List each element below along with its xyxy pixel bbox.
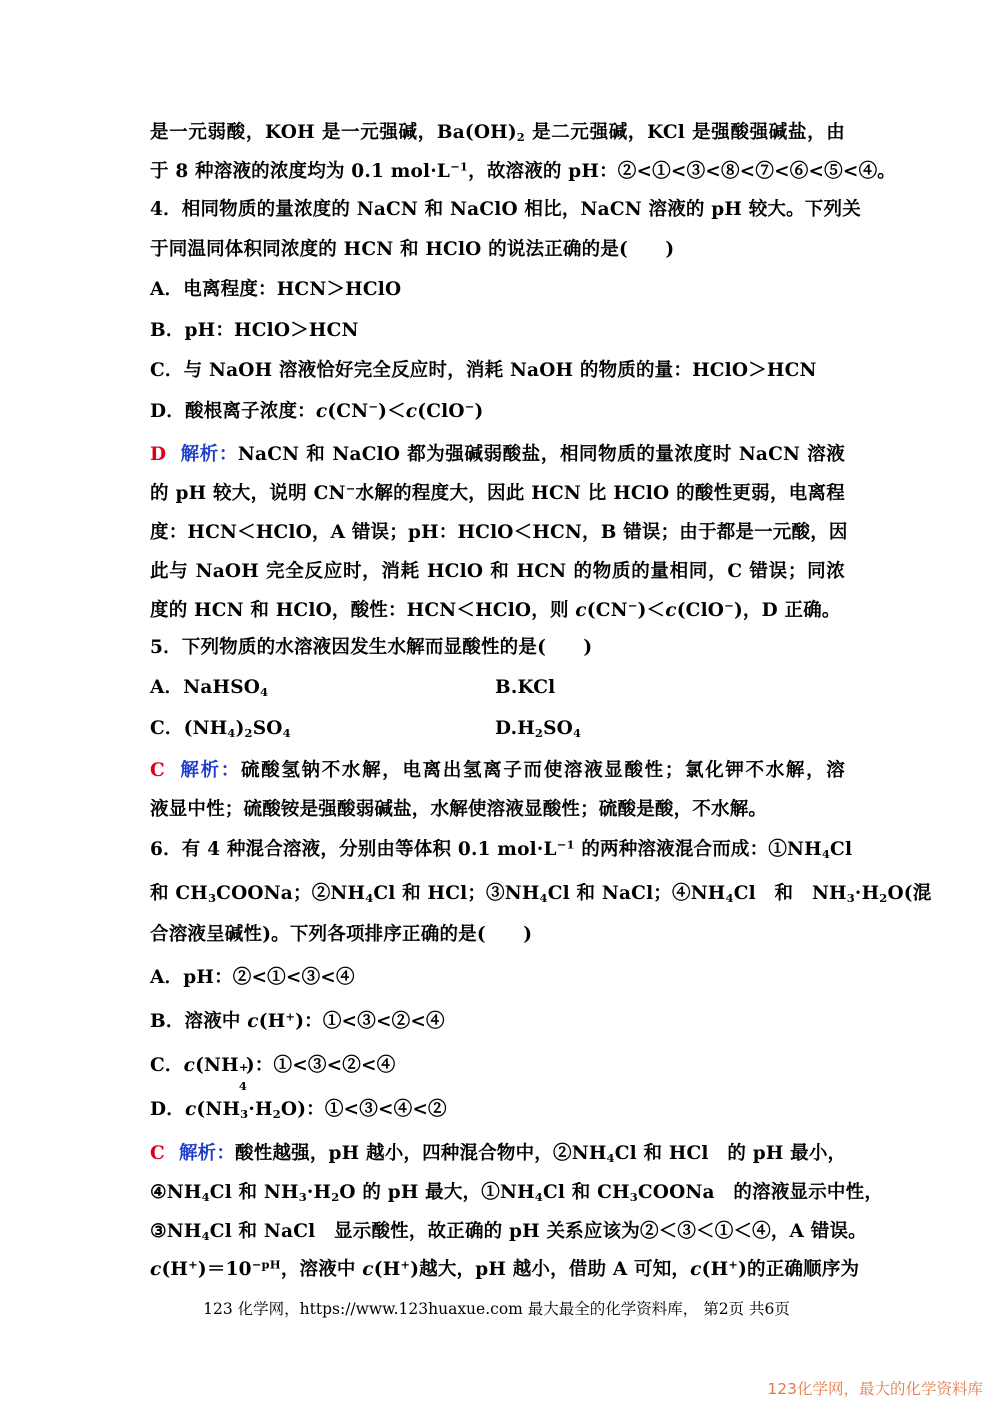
question-4-stem: 4．相同物质的量浓度的 NaCN 和 NaClO 相比，NaCN 溶液的 pH 较大。下列关: [150, 199, 861, 220]
explanation-label: 解析：: [178, 1143, 236, 1164]
text-line: 是一元弱酸，KOH 是一元强碱，$Ba(OH)_2$ 是二元强碱，KCl 是强酸强碱盐，由: [150, 122, 845, 144]
explanation-label: 解析：: [178, 760, 241, 781]
option-c: C．c(NH + 4 )：①<③<②<④: [150, 1055, 396, 1093]
page-footer: 123 化学网，https://www.123huaxue.com 最大最全的化学资料库， 第2页 共6页: [203, 1300, 790, 1318]
text-line: 的 pH 较大，说明 CN−水解的程度大，因此 HCN 比 HClO 的酸性更弱，电离程: [150, 481, 845, 504]
option-row: A．NaHSO$_4$ B.KCl: [150, 677, 556, 699]
text-line: 度：HCN＜HClO，A 错误；pH：HClO＜HCN，B 错误；由于都是一元酸，因: [150, 522, 848, 543]
question-5-stem: 5．下列物质的水溶液因发生水解而显酸性的是( ): [150, 637, 593, 658]
text-line: 于 8 种溶液的浓度均为 0.1 $mol\cdot L^{-1}$，故溶液的 pH：②<①<③<⑧<⑦<⑥<⑤<④。: [150, 159, 896, 182]
option-d: D．$c(NH_3\cdot H_2O)$：①<③<④<②: [150, 1099, 447, 1121]
explanation-label: 解析：: [180, 444, 238, 465]
text-line: $c(H^+)=10^{-pH}$，溶液中 c(H+)越大，pH 越小，借助 A 可知，c(H+)的正确顺序为: [150, 1257, 860, 1280]
option-c: C．与 NaOH 溶液恰好完全反应时，消耗 NaOH 的物质的量：HClO＞HCN: [150, 360, 817, 381]
option-b: B．溶液中 c(H+)：①<③<②<④: [150, 1009, 445, 1032]
answer-explanation: C 解析：酸性越强，pH 越小，四种混合物中，$②NH_4Cl$ 和 HCl 的 pH 最小，: [150, 1143, 847, 1165]
text-line: $④NH_4Cl$ 和 $NH_3\cdot H_2O$ 的 pH 最大，$①NH_4Cl$ 和 $CH_3COONa$ 的溶液显示中性，: [150, 1182, 884, 1204]
option-a: A．电离程度：HCN＞HClO: [150, 279, 402, 300]
question-4-stem: 于同温同体积同浓度的 HCN 和 HClO 的说法正确的是( ): [150, 239, 675, 260]
question-6-stem: 和 $CH_3COONa$；$②NH_4Cl$ 和 HCl；$③NH_4Cl$ 和 NaCl；$④NH_4Cl$ 和 $NH_3\cdot H_2O$(混: [150, 883, 932, 905]
option-a: A．pH：②<①<③<④: [150, 967, 355, 988]
question-6-stem: 6．有 4 种混合溶液，分别由等体积 0.1 $mol\cdot L^{-1}$ 的两种溶液混合而成：$①NH_4Cl$: [150, 837, 853, 861]
answer-letter: C: [150, 1143, 165, 1164]
option-d: D．酸根离子浓度：c(CN−)＜c(ClO−): [150, 399, 484, 422]
option-b: B．pH：HClO＞HCN: [150, 320, 359, 341]
answer-letter: C: [150, 760, 165, 781]
answer-explanation: C 解析：硫酸氢钠不水解，电离出氢离子而使溶液显酸性；氯化钾不水解，溶: [150, 760, 845, 781]
answer-letter: D: [150, 444, 167, 465]
text-line: $③NH_4Cl$ 和 NaCl 显示酸性，故正确的 pH 关系应该为②＜③＜①＜④，A 错误。: [150, 1221, 867, 1243]
option-row: C．$(NH_4)_2SO_4$ $D.H_2SO_4$: [150, 718, 582, 740]
text-line: 此与 NaOH 完全反应时，消耗 HClO 和 HCN 的物质的量相同，C 错误；同浓: [150, 561, 845, 582]
answer-explanation: D 解析：NaCN 和 NaClO 都为强碱弱酸盐，相同物质的量浓度时 NaCN 溶液: [150, 444, 845, 465]
text-line: 度的 HCN 和 HClO，酸性：HCN＜HClO，则 c(CN−)＜c(ClO−)，D 正确。: [150, 598, 841, 621]
text-line: 液显中性；硫酸铵是强酸弱碱盐，水解使溶液显酸性；硫酸是酸，不水解。: [150, 799, 768, 820]
watermark: 123化学网，最大的化学资料库: [767, 1380, 983, 1398]
question-6-stem: 合溶液呈碱性)。下列各项排序正确的是( ): [150, 924, 533, 945]
